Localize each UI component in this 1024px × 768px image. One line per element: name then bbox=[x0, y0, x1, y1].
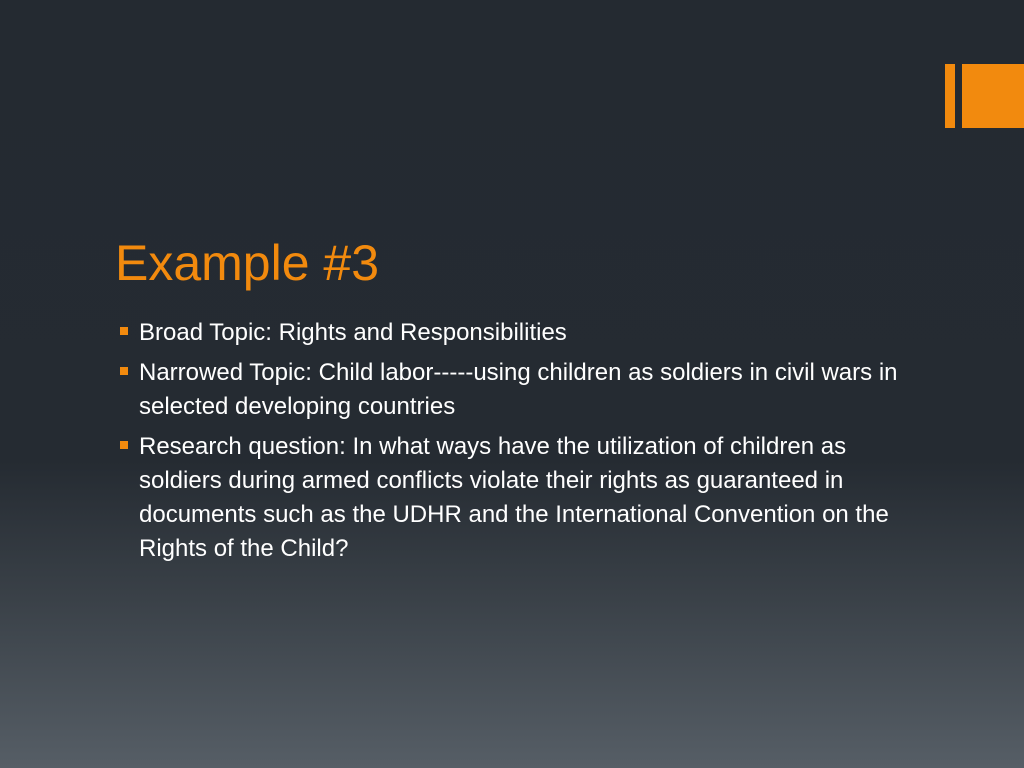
bullet-list bbox=[115, 316, 915, 572]
bullet-item-research-question bbox=[115, 430, 915, 566]
square-bullet-icon bbox=[120, 441, 128, 449]
bullet-text: Narrowed Topic: Child labor-----using children as soldiers in civil wars in selected developing countries bbox=[139, 359, 898, 420]
bullet-item-broad-topic bbox=[115, 316, 915, 350]
square-bullet-icon bbox=[120, 367, 128, 375]
slide-title: Example #3 bbox=[115, 235, 380, 291]
bullet-text: Broad Topic: Rights and Responsibilities bbox=[139, 319, 567, 346]
square-bullet-icon bbox=[120, 327, 128, 335]
bullet-text: Research question: In what ways have the utilization of children as soldiers during armed conflicts violate their rights as guaranteed in documents such as the UDHR and the International Convention on the Rights of the Child? bbox=[139, 433, 889, 562]
accent-bar-wide bbox=[962, 64, 1024, 128]
accent-bar-thin bbox=[945, 64, 955, 128]
bullet-item-narrowed-topic bbox=[115, 356, 915, 424]
